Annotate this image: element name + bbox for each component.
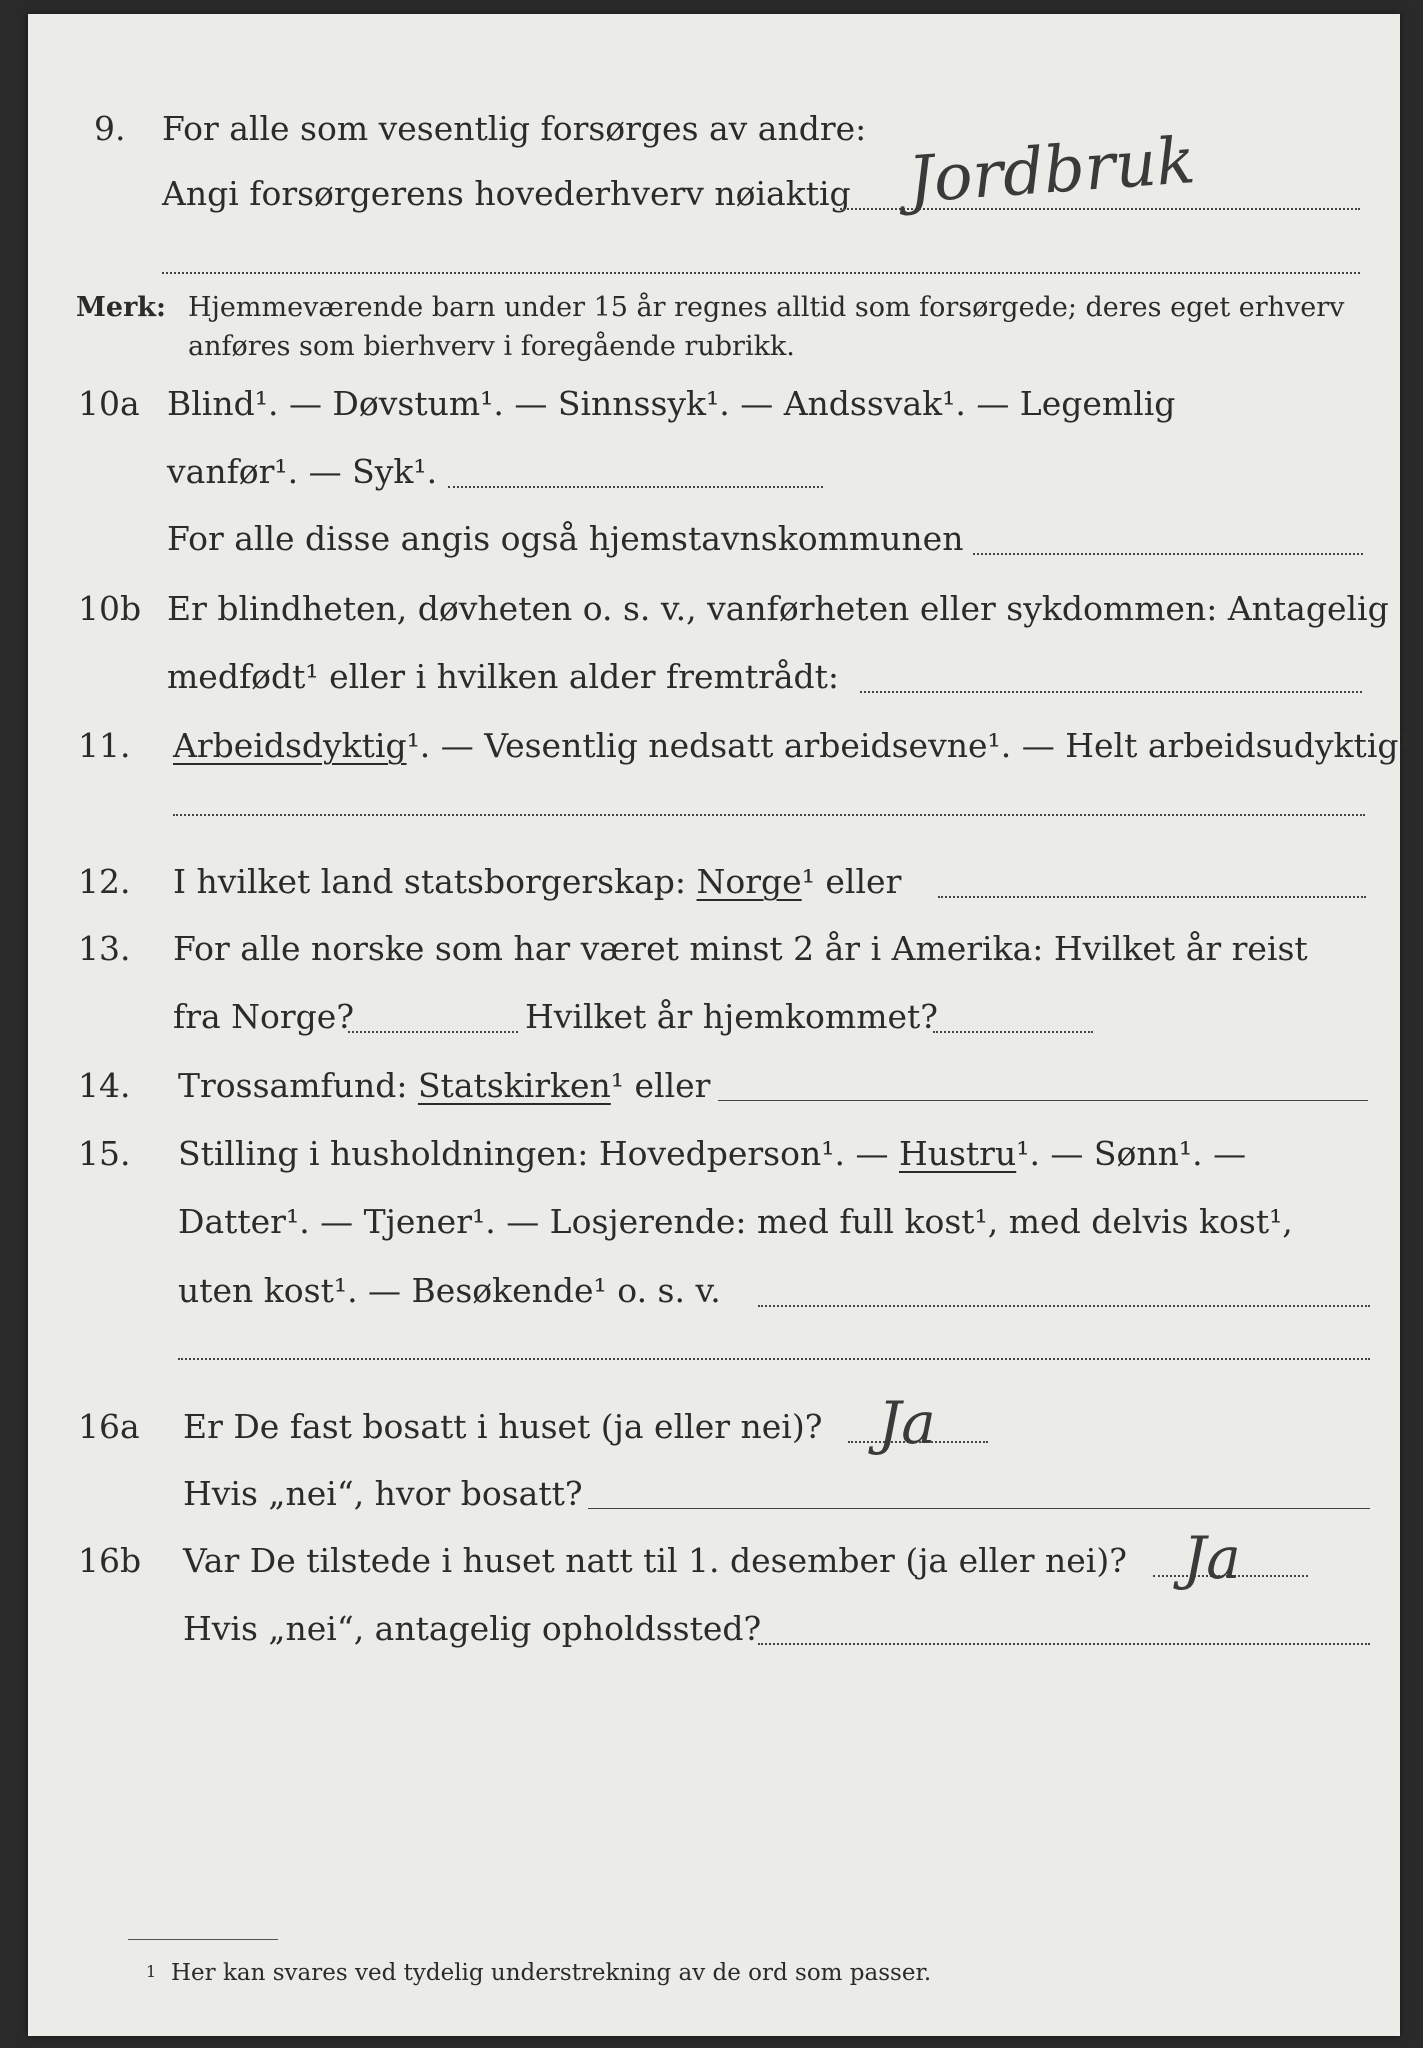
q12-answer-line[interactable]: [938, 896, 1366, 898]
q14-question: Trossamfund:: [178, 1066, 408, 1105]
q16a-location-line[interactable]: [588, 1508, 1370, 1509]
q13-text-line2a: fra Norge?: [173, 997, 355, 1036]
q14-number: 14.: [78, 1066, 131, 1105]
q15-text-line2: Datter¹. — Tjener¹. — Losjerende: med full kost¹, med delvis kost¹,: [178, 1202, 1293, 1241]
q13-year-returned-line[interactable]: [933, 1031, 1093, 1033]
q9-text-line2: Angi forsørgerens hovederhverv nøiaktig: [162, 174, 851, 213]
q10a-text-line3: For alle disse angis også hjemstavnskommunen: [167, 519, 964, 558]
q14-rest: ¹ eller: [610, 1066, 711, 1105]
q10a-answer-line[interactable]: [448, 486, 823, 488]
q11-marked-option: Arbeidsdyktig: [173, 726, 407, 765]
q14-answer-line[interactable]: [718, 1100, 1368, 1101]
q9-text-line1: For alle som vesentlig forsørges av andre:: [162, 109, 867, 148]
q9-answer-line-2[interactable]: [162, 272, 1360, 274]
q15-marked-option: Hustru: [898, 1134, 1017, 1173]
q16a-number: 16a: [78, 1407, 140, 1446]
q12-question: I hvilket land statsborgerskap:: [173, 862, 687, 901]
q13-number: 13.: [78, 929, 131, 968]
q15-text-line3: uten kost¹. — Besøkende¹ o. s. v.: [178, 1271, 721, 1310]
q13-text-line2b: Hvilket år hjemkommet?: [525, 997, 938, 1036]
q15-text-line1a: Stilling i husholdningen: Hovedperson¹. —: [178, 1134, 889, 1173]
census-form-page: [28, 14, 1423, 2036]
footnote-rule: [128, 1939, 278, 1940]
q9-number: 9.: [94, 109, 126, 148]
footnote-text: Her kan svares ved tydelig understrekning av de ord som passer.: [171, 1960, 932, 1986]
merk-text-line1: Hjemmeværende barn under 15 år regnes alltid som forsørgede; deres eget erhverv: [188, 292, 1345, 323]
q12-text: [173, 862, 901, 901]
q15-answer-line-2[interactable]: [178, 1358, 1370, 1360]
footnote-mark: 1: [146, 1962, 157, 1981]
q15-text-line1: [178, 1134, 1246, 1173]
q10a-text-line2: vanfør¹. — Syk¹.: [167, 452, 438, 491]
q15-number: 15.: [78, 1134, 131, 1173]
q12-number: 12.: [78, 862, 131, 901]
q12-rest: ¹ eller: [801, 862, 902, 901]
q13-text-line1: For alle norske som har været minst 2 år i Amerika: Hvilket år reist: [173, 929, 1308, 968]
q9-handwritten-answer: Jordbruk: [905, 124, 1198, 218]
q16a-text-line2: Hvis „nei“, hvor bosatt?: [183, 1474, 583, 1513]
q13-year-left-line[interactable]: [348, 1031, 518, 1033]
q10a-text-line1: Blind¹. — Døvstum¹. — Sinnssyk¹. — Andssvak¹. — Legemlig: [167, 384, 1176, 423]
q10b-answer-line[interactable]: [860, 691, 1362, 693]
q16a-handwritten-answer: Ja: [878, 1389, 936, 1457]
merk-text-line2: anføres som bierhverv i foregående rubrikk.: [188, 331, 795, 362]
q16b-location-line[interactable]: [758, 1643, 1370, 1645]
q10b-number: 10b: [78, 589, 142, 628]
q15-text-line1b: ¹. — Sønn¹. —: [1016, 1134, 1247, 1173]
q10b-text-line1: Er blindheten, døvheten o. s. v., vanførheten eller sykdommen: Antagelig: [167, 589, 1389, 628]
q16b-text-line2: Hvis „nei“, antagelig opholdssted?: [183, 1609, 762, 1648]
q10a-municipality-line[interactable]: [973, 553, 1363, 555]
merk-label: Merk:: [76, 292, 166, 323]
q14-marked-option: Statskirken: [417, 1066, 611, 1105]
q16b-number: 16b: [78, 1541, 142, 1580]
q16a-text-line1: Er De fast bosatt i huset (ja eller nei)?: [183, 1407, 823, 1446]
q16b-text-line1: Var De tilstede i huset natt til 1. desember (ja eller nei)?: [183, 1541, 1127, 1580]
q11-text: [173, 726, 1422, 765]
q16b-handwritten-answer: Ja: [1183, 1524, 1241, 1592]
q11-number: 11.: [78, 726, 131, 765]
q10a-number: 10a: [78, 384, 140, 423]
q11-text-rest: ¹. — Vesentlig nedsatt arbeidsevne¹. — Helt arbeidsudyktig¹.: [406, 726, 1423, 765]
q12-marked-option: Norge: [696, 862, 802, 901]
q15-answer-line[interactable]: [758, 1305, 1370, 1307]
q14-text: [178, 1066, 710, 1105]
q10b-text-line2: medfødt¹ eller i hvilken alder fremtrådt:: [167, 657, 840, 696]
q11-answer-line[interactable]: [173, 814, 1365, 816]
